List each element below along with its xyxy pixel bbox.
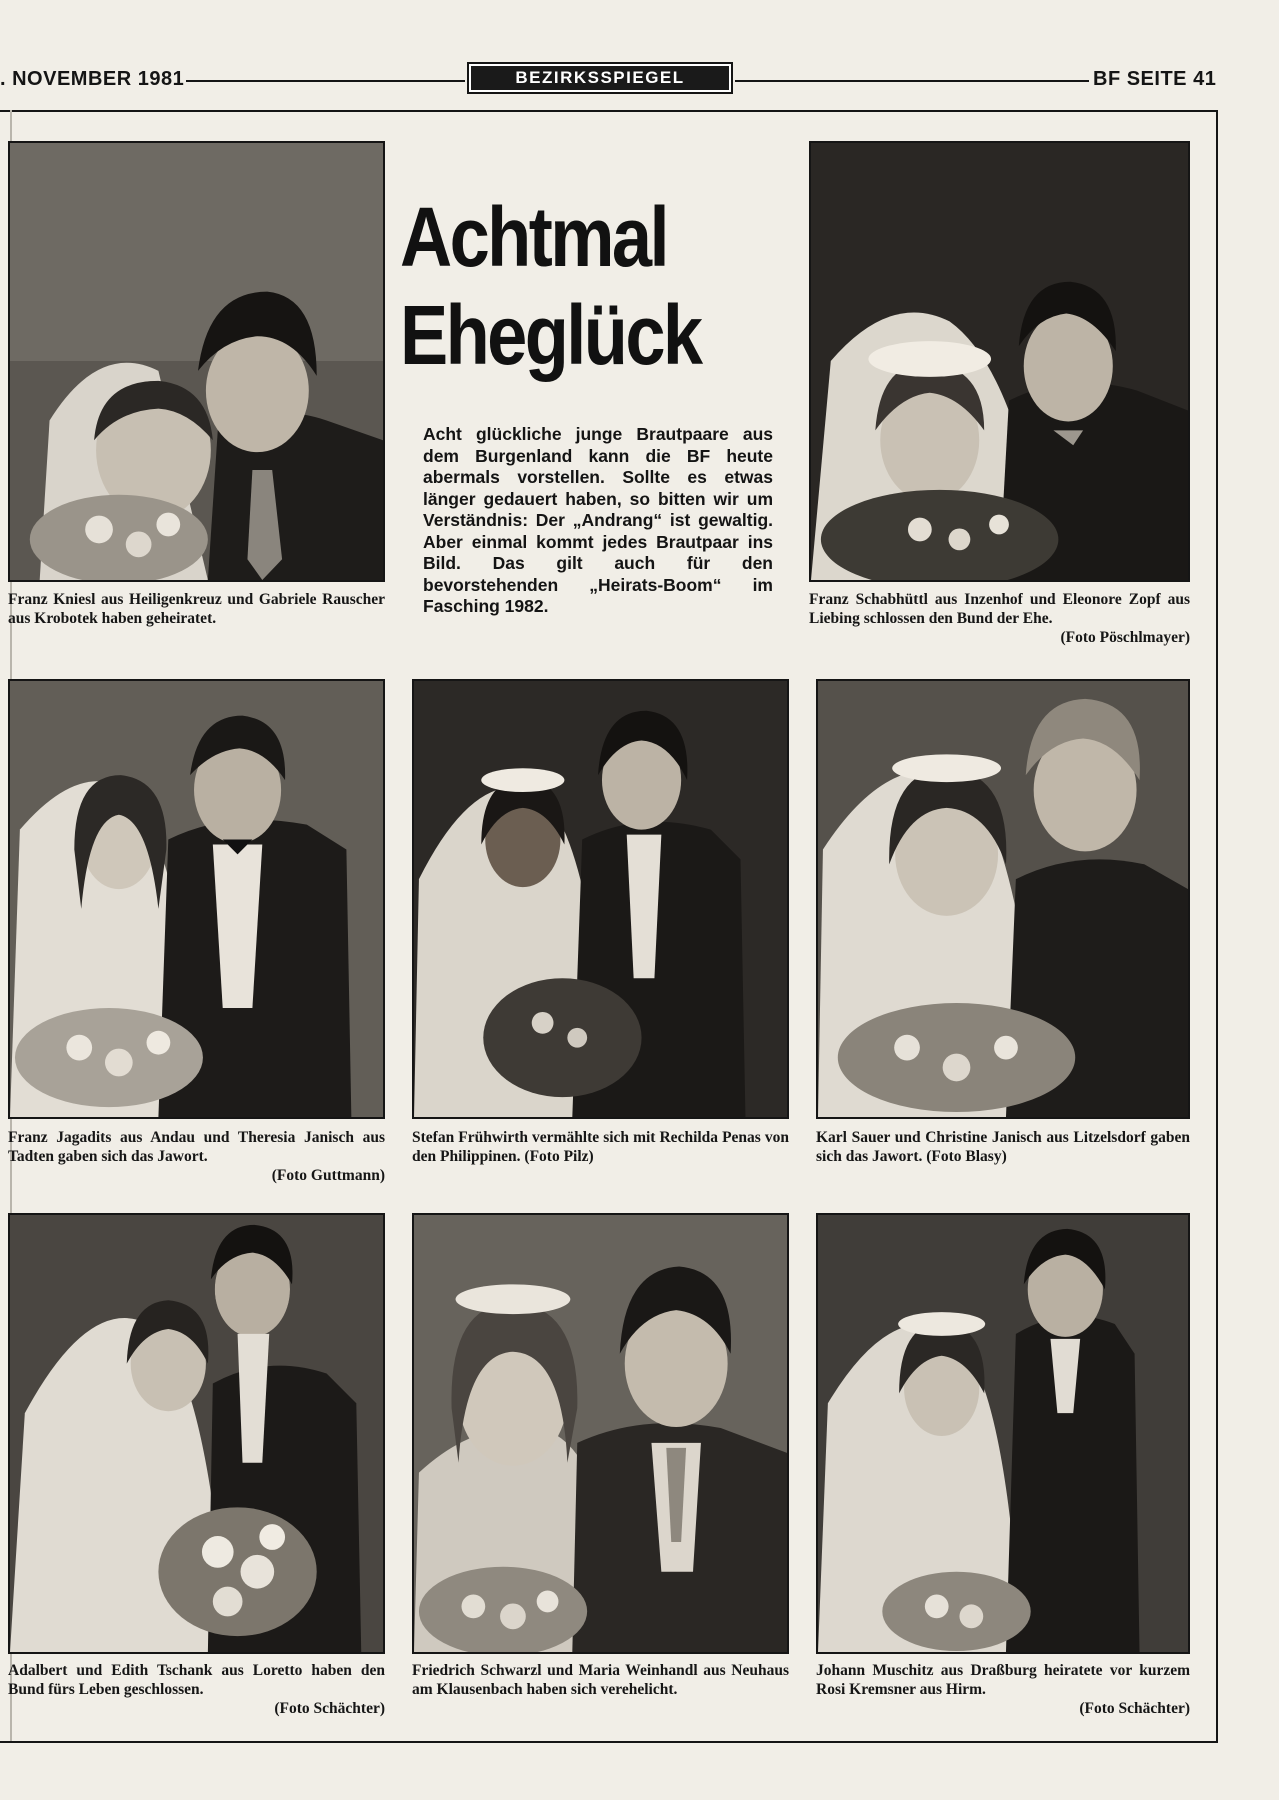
photo-caption-5 <box>816 1128 1190 1166</box>
wedding-photo-3 <box>8 679 385 1119</box>
header-rule-left <box>186 80 465 82</box>
caption-text: Franz Kniesl aus Heiligenkreuz und Gabriele Rauscher aus Krobotek haben geheiratet. <box>8 591 385 627</box>
article-lead: Acht glückliche junge Brautpaare aus dem Burgenland kann die BF heute abermals vorstellen. Sollte es etwas länger gedauert haben, so bitten wir um Verständnis: Der „Andrang“ ist gewaltig. Aber einmal kommt jedes Brautpaar ins Bild. Das gilt auch für den bevorstehenden „Heirats-Boom“ im Fasching 1982. <box>423 424 773 616</box>
caption-text: Friedrich Schwarzl und Maria Weinhandl aus Neuhaus am Klausenbach haben sich verehelicht. <box>412 1662 789 1698</box>
wedding-photo-7 <box>412 1213 789 1654</box>
photo-credit: (Foto Pöschlmayer) <box>1060 629 1190 646</box>
photo-caption-7 <box>412 1661 789 1699</box>
wedding-photo-1 <box>8 141 385 582</box>
wedding-photo-5 <box>816 679 1190 1119</box>
headline-line-2: Eheglück <box>400 288 701 382</box>
wedding-photo-4 <box>412 679 789 1119</box>
photo-caption-2 <box>809 590 1190 647</box>
headline-line-1: Achtmal <box>400 190 667 284</box>
caption-text: Stefan Frühwirth vermählte sich mit Rechilda Penas von den Philippinen. (Foto Pilz) <box>412 1129 789 1165</box>
caption-text: Franz Jagadits aus Andau und Theresia Janisch aus Tadten gaben sich das Jawort. <box>8 1129 385 1165</box>
header-rule-right <box>735 80 1089 82</box>
section-label: BEZIRKSSPIEGEL <box>471 66 729 90</box>
page-number: BF SEITE 41 <box>1093 68 1217 90</box>
wedding-photo-2 <box>809 141 1190 582</box>
photo-caption-4 <box>412 1128 789 1166</box>
caption-text: Johann Muschitz aus Draßburg heiratete vor kurzem Rosi Kremsner aus Hirm. <box>816 1662 1190 1698</box>
caption-text: Adalbert und Edith Tschank aus Loretto haben den Bund fürs Leben geschlossen. <box>8 1662 385 1698</box>
section-label-box <box>467 62 733 94</box>
photo-caption-1 <box>8 590 385 628</box>
frame-right <box>1216 110 1218 1743</box>
caption-text: Franz Schabhüttl aus Inzenhof und Eleonore Zopf aus Liebing schlossen den Bund der Ehe. <box>809 591 1190 627</box>
article-headline <box>400 188 744 384</box>
wedding-photo-6 <box>8 1213 385 1654</box>
photo-caption-8 <box>816 1661 1190 1718</box>
frame-top <box>0 110 1218 112</box>
wedding-photo-8 <box>816 1213 1190 1654</box>
photo-caption-3 <box>8 1128 385 1185</box>
photo-credit: (Foto Schächter) <box>1079 1700 1190 1717</box>
photo-credit: (Foto Schächter) <box>274 1700 385 1717</box>
photo-credit: (Foto Guttmann) <box>271 1167 385 1184</box>
issue-date: . NOVEMBER 1981 <box>0 68 185 90</box>
caption-text: Karl Sauer und Christine Janisch aus Litzelsdorf gaben sich das Jawort. (Foto Blasy) <box>816 1129 1190 1165</box>
photo-caption-6 <box>8 1661 385 1718</box>
frame-bottom <box>0 1741 1218 1743</box>
